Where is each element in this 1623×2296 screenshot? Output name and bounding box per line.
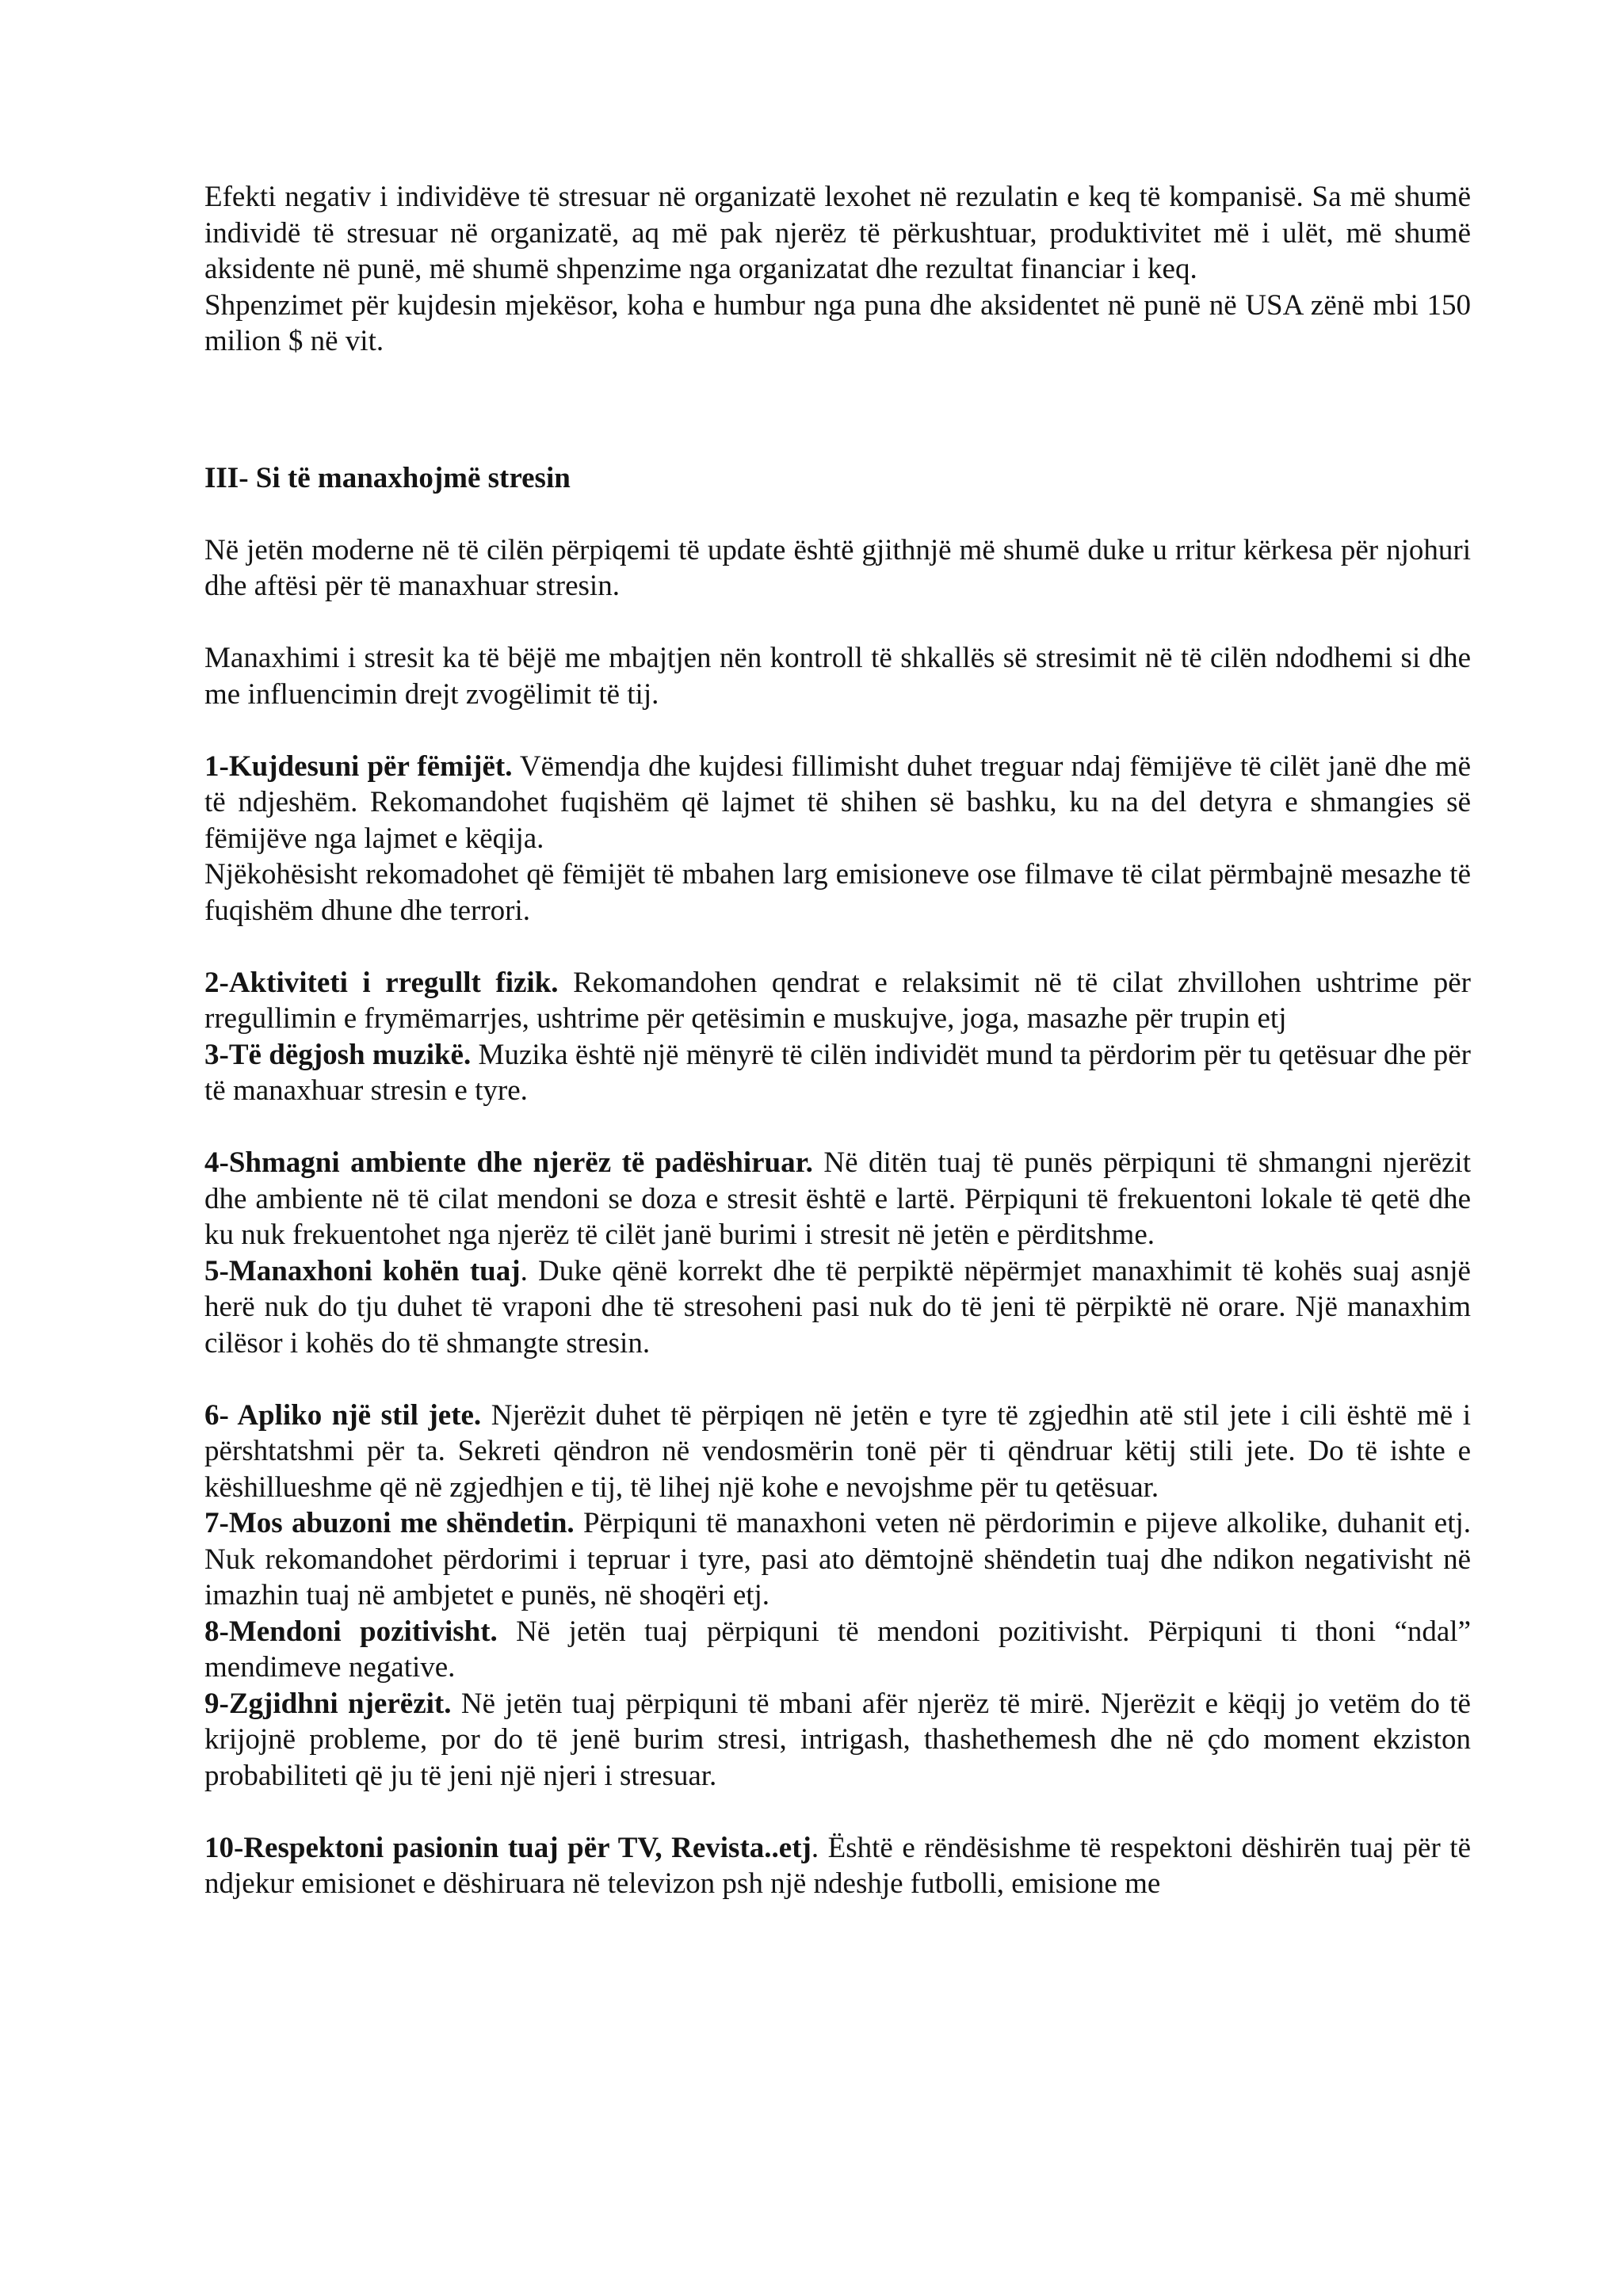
item-1b-text: Njëkohësisht rekomadohet që fëmijët të mbahen larg emisioneve ose filmave të cilat përmbajnë mesazhe të fuqishëm dhune dhe terrori. (204, 858, 1471, 927)
item-6-title: 6- Apliko një stil jete. (204, 1398, 482, 1432)
item-10 (204, 1830, 1471, 1902)
item-7-title: 7-Mos abuzoni me shëndetin. (204, 1507, 575, 1539)
item-8-title: 8-Mendoni pozitivisht. (204, 1615, 498, 1648)
item-9-text: Në jetën tuaj përpiquni të mbani afër njerëz të mirë. Njerëzit e këqij jo vetëm do të krijojnë probleme, por do të jenë burim stresi, intrigash, thashethemesh dhe në çdo moment ekziston probabiliteti që ju të jeni një njeri i stresuar. (204, 1687, 1471, 1792)
item-8 (204, 1614, 1471, 1686)
item-1-continuation (204, 856, 1471, 929)
item-6 (204, 1398, 1471, 1506)
item-10-title: 10-Respektoni pasionin tuaj për TV, Revista..etj (204, 1831, 812, 1864)
section-paragraph-2: Manaxhimi i stresit ka të bëjë me mbajtjen nën kontroll të shkallës së stresimit në të cilën ndodhemi si dhe me influencimin drejt zvogëlimit të tij. (204, 642, 1471, 711)
item-2-text: Rekomandohen qendrat e relaksimit në të cilat zhvillohen ushtrime për rregullimin e frymëmarrjes, ushtrime për qetësimin e muskujve, joga, masazhe për trupin etj (204, 966, 1472, 1035)
item-5-title: 5-Manaxhoni kohën tuaj (204, 1254, 521, 1287)
item-6-text: Njerëzit duhet të përpiqen në jetën e tyre të zgjedhin atë stil jete i cili është më i përshtatshmi për ta. Sekreti qëndron në vendosmërin tonë për ti qëndruar këtij stili jete. Do të ishte e këshillueshme që në zgjedhjen e tij, të lihej një kohe e nevojshme për tu qetësuar. (204, 1398, 1471, 1504)
item-4-title: 4-Shmagni ambiente dhe njerëz të padëshiruar. (204, 1146, 813, 1179)
item-2 (204, 965, 1471, 1037)
item-5 (204, 1253, 1471, 1362)
item-10-text: . Është e rëndësishme të respektoni dëshirën tuaj për të ndjekur emisionet e dëshiruara në televizon psh një ndeshje futbolli, emisione me (204, 1831, 1472, 1900)
item-8-text: Në jetën tuaj përpiquni të mendoni pozitivisht. Përpiquni ti thoni “ndal” mendimeve negative. (204, 1615, 1471, 1684)
item-7 (204, 1505, 1471, 1614)
item-3-title: 3-Të dëgjosh muzikë. (204, 1038, 472, 1071)
intro-paragraph-2: Shpenzimet për kujdesin mjekësor, koha e humbur nga puna dhe aksidentet në punë në USA zënë mbi 150 milion $ në vit. (204, 288, 1471, 357)
item-1-title: 1-Kujdesuni për fëmijët. (204, 749, 513, 783)
item-1 (204, 749, 1471, 857)
item-9-title: 9-Zgjidhni njerëzit. (204, 1687, 452, 1720)
item-1-text: Vëmendja dhe kujdesi fillimisht duhet treguar ndaj fëmijëve të cilët janë dhe më të ndjeshëm. Rekomandohet fuqishëm që lajmet të shihen së bashku, ku na del detyra e shmangies së fëmijëve nga lajmet e këqija. (204, 749, 1471, 855)
item-7-text: Përpiquni të manaxhoni veten në përdorimin e pijeve alkolike, duhanit etj. Nuk rekomandohet përdorimi i tepruar i tyre, pasi ato dëmtojnë shëndetin tuaj dhe ndikon negativisht në imazhin tuaj në ambjetet e punës, në shoqëri etj. (204, 1507, 1471, 1611)
item-2-title: 2-Aktiviteti i rregullt fizik. (204, 966, 559, 999)
item-4-text: Në ditën tuaj të punës përpiquni të shmangni njerëzit dhe ambiente në të cilat mendoni se doza e stresit është e lartë. Përpiquni të frekuentoni lokale të qetë dhe ku nuk frekuentohet nga njerëz të cilët janë burimi i stresit në jetën e përditshme. (204, 1146, 1471, 1251)
item-9 (204, 1686, 1471, 1794)
document-body (204, 179, 1471, 1902)
intro-paragraph-1: Efekti negativ i individëve të stresuar në organizatë lexohet në rezulatin e keq të kompanisë. Sa më shumë individë të stresuar në organizatë, aq më pak njerëz të përkushtuar, produktivitet më i ulët, më shumë aksidente në punë, më shumë shpenzime nga organizatat dhe rezultat financiar i keq. (204, 181, 1471, 285)
item-5-text: . Duke qënë korrekt dhe të perpiktë nëpërmjet manaxhimit të kohës suaj asnjë herë nuk do tju duhet të vraponi dhe të stresoheni pasi nuk do të jeni të përpiktë në orare. Një manaxhim cilësor i kohës do të shmangte stresin. (204, 1254, 1471, 1360)
item-3 (204, 1037, 1471, 1109)
item-4 (204, 1145, 1471, 1253)
section-heading: III- Si të manaxhojmë stresin (204, 461, 571, 494)
section-paragraph-1: Në jetën moderne në të cilën përpiqemi të update është gjithnjë më shumë duke u rritur kërkesa për njohuri dhe aftësi për të manaxhuar stresin. (204, 533, 1471, 602)
item-3-text: Muzika është një mënyrë të cilën individët mund ta përdorim për tu qetësuar dhe për të manaxhuar stresin e tyre. (204, 1038, 1472, 1107)
